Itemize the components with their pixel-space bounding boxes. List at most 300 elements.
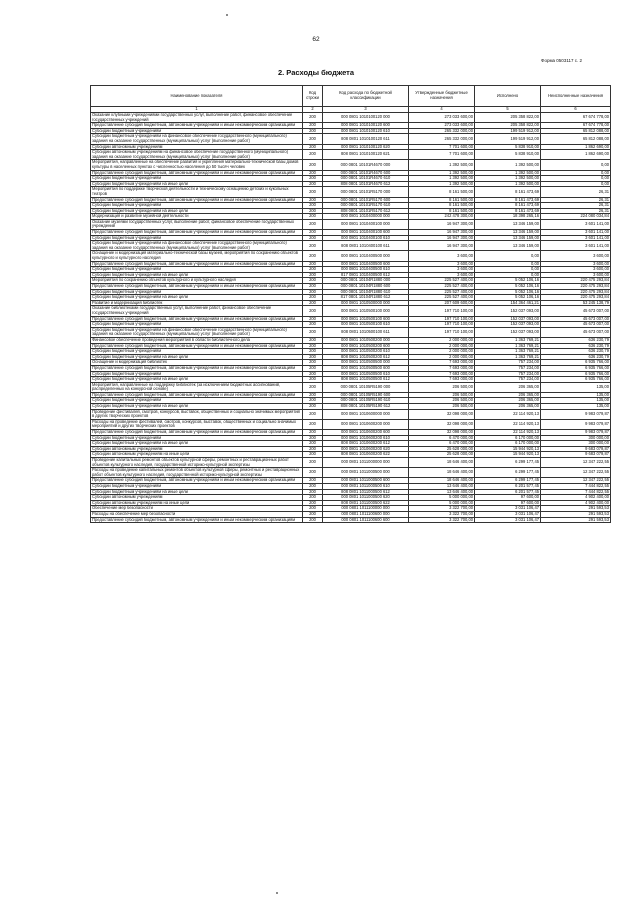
row-code: 200 [303, 446, 323, 452]
row-classification: 808 0801 1010500500 612 [323, 377, 409, 383]
row-executed: 5 052 106,16 [475, 289, 541, 295]
row-code: 200 [303, 371, 323, 377]
row-classification: 817 0801 10104R1880 612 [323, 295, 409, 301]
row-code: 200 [303, 316, 323, 322]
row-approved: 1 392 500,00 [409, 160, 475, 170]
table-row [91, 219, 611, 229]
table-row [91, 489, 611, 495]
row-unexecuted: 65 812 088,00 [541, 128, 611, 134]
row-classification: 000 0801 10104R1880 600 [323, 284, 409, 290]
row-unexecuted: 9 683 079,87 [541, 446, 611, 452]
row-code: 200 [303, 483, 323, 489]
row-unexecuted: 12 347 222,55 [541, 458, 611, 468]
row-executed: 0,00 [475, 272, 541, 278]
row-unexecuted: 3 600,00 [541, 267, 611, 273]
table-row [91, 272, 611, 278]
row-name: Расходы на обеспечение мер безопасности [91, 511, 303, 517]
row-executed: 152 037 093,00 [475, 306, 541, 316]
row-name: Субсидии автономным учреждениям на иные цели [91, 452, 303, 458]
row-code: 200 [303, 495, 323, 501]
scan-speck [276, 892, 278, 894]
table-row [91, 134, 611, 144]
row-unexecuted: 4 902 400,00 [541, 495, 611, 501]
row-executed: 1 392 500,00 [475, 160, 541, 170]
row-unexecuted: 0,00 [541, 176, 611, 182]
row-name: Субсидии бюджетным учреждениям [91, 483, 303, 489]
row-name: Субсидии бюджетным учреждениям на финансовое обеспечение государственного (муниципального) задания на оказание государственных (муниципальных) услуг (выполнение работ) [91, 241, 303, 251]
row-approved: 7 701 600,00 [409, 144, 475, 150]
row-approved: 225 527 400,00 [409, 289, 475, 295]
row-code: 200 [303, 113, 323, 123]
row-classification: 000 0801 10105R5190 000 [323, 382, 409, 392]
row-classification: 000 0801 1011000500 600 [323, 478, 409, 484]
row-classification: 000 0801 10101R5170 600 [323, 197, 409, 203]
row-name: Оказание музеями государственных услуг, выполнение работ, финансовое обеспечение государственных учреждений [91, 219, 303, 229]
row-code: 200 [303, 435, 323, 441]
row-name: Субсидии бюджетным учреждениям [91, 398, 303, 404]
table-row [91, 187, 611, 197]
row-executed: 6 201 577,45 [475, 489, 541, 495]
row-classification: 000 0801 10105R5190 610 [323, 398, 409, 404]
row-unexecuted: 636 230,79 [541, 349, 611, 355]
row-approved: 8 161 500,00 [409, 197, 475, 203]
form-code: Форма 0503117 с. 2 [541, 58, 582, 63]
table-row [91, 478, 611, 484]
row-classification: 000 0801 10101R5170 000 [323, 187, 409, 197]
row-code: 200 [303, 295, 323, 301]
row-classification: 000 0801 10101R4670 600 [323, 170, 409, 176]
row-code: 200 [303, 489, 323, 495]
row-unexecuted: 6 935 766,00 [541, 360, 611, 366]
row-approved: 3 322 700,00 [409, 506, 475, 512]
row-name: Развитие и модернизация библиотек [91, 300, 303, 306]
row-classification: 000 0801 10101R4670 610 [323, 176, 409, 182]
row-unexecuted: 3 601 141,00 [541, 219, 611, 229]
row-classification: 000 0801 1010500200 600 [323, 343, 409, 349]
table-row [91, 123, 611, 129]
row-code: 200 [303, 382, 323, 392]
row-name: Субсидии бюджетным учреждениям на иные цели [91, 489, 303, 495]
row-unexecuted: 636 230,79 [541, 343, 611, 349]
row-unexecuted: 6 935 766,00 [541, 365, 611, 371]
row-approved: 242 478 300,00 [409, 214, 475, 220]
table-row [91, 452, 611, 458]
row-unexecuted: 26,31 [541, 203, 611, 209]
row-executed: 199 519 912,00 [475, 134, 541, 144]
row-classification: 000 0801 1010100120 000 [323, 113, 409, 123]
row-executed: 5 052 106,16 [475, 278, 541, 284]
table-row [91, 365, 611, 371]
page-number: 62 [312, 36, 320, 43]
row-approved: 273 033 600,00 [409, 113, 475, 123]
row-executed: 13 346 159,00 [475, 219, 541, 229]
row-code: 200 [303, 251, 323, 261]
row-executed: 1 392 500,00 [475, 176, 541, 182]
row-approved: 1 392 500,00 [409, 181, 475, 187]
row-name: Субсидии бюджетным учреждениям на иные цели [91, 404, 303, 410]
row-code: 200 [303, 128, 323, 134]
row-name: Субсидии автономным учреждениям [91, 495, 303, 501]
row-name: Мероприятия по поддержке творческой деятельности и техническому оснащению детских и кукольных театров [91, 187, 303, 197]
row-executed: 8 161 473,69 [475, 197, 541, 203]
row-executed: 6 201 577,45 [475, 483, 541, 489]
row-approved: 8 161 500,00 [409, 203, 475, 209]
row-unexecuted: 6 935 766,00 [541, 371, 611, 377]
row-unexecuted: 4 902 400,00 [541, 500, 611, 506]
column-number: 5 [475, 107, 541, 113]
row-approved: 273 033 600,00 [409, 123, 475, 129]
row-name: Финансовое обеспечение проведения мероприятий в области библиотечного дела [91, 337, 303, 343]
row-classification: 000 0801 1010400500 600 [323, 261, 409, 267]
row-unexecuted: 0,00 [541, 160, 611, 170]
row-executed: 152 037 093,00 [475, 316, 541, 322]
table-row [91, 261, 611, 267]
row-classification: 000 0801 1010100120 610 [323, 128, 409, 134]
row-approved: 8 161 500,00 [409, 187, 475, 197]
row-code: 200 [303, 458, 323, 468]
scan-speck [226, 14, 228, 16]
row-classification: 000 0801 1010400500 000 [323, 251, 409, 261]
row-approved: 32 098 000,00 [409, 419, 475, 429]
row-unexecuted: 45 673 007,00 [541, 316, 611, 322]
row-code: 200 [303, 272, 323, 278]
table-row [91, 468, 611, 478]
row-code: 200 [303, 230, 323, 236]
row-name: Субсидии бюджетным учреждениям на иные цели [91, 441, 303, 447]
row-executed: 97 600,00 [475, 500, 541, 506]
row-name: Субсидии бюджетным учреждениям [91, 267, 303, 273]
row-executed: 1 363 769,21 [475, 354, 541, 360]
table-row [91, 170, 611, 176]
row-unexecuted: 7 444 822,55 [541, 489, 611, 495]
row-approved: 6 470 000,00 [409, 441, 475, 447]
row-executed: 1 392 500,00 [475, 181, 541, 187]
row-unexecuted: 1 862 690,00 [541, 150, 611, 160]
column-number: 4 [409, 107, 475, 113]
row-name: Субсидии бюджетным учреждениям на иные цели [91, 377, 303, 383]
row-classification: 000 0801 1011100000 000 [323, 506, 409, 512]
row-unexecuted: 135,00 [541, 392, 611, 398]
row-classification: 000 0801 1010400100 000 [323, 219, 409, 229]
table-row [91, 458, 611, 468]
column-header-unexecuted: Неисполненные назначения [541, 86, 611, 107]
row-approved: 32 098 000,00 [409, 430, 475, 436]
row-approved: 197 710 100,00 [409, 327, 475, 337]
column-number: 6 [541, 107, 611, 113]
row-classification: 000 0801 10104R1880 000 [323, 278, 409, 284]
row-classification: 817 0801 1010400500 612 [323, 272, 409, 278]
row-unexecuted: 220 475 293,84 [541, 278, 611, 284]
row-unexecuted: 300 000,00 [541, 441, 611, 447]
row-classification: 808 0801 10101R4670 612 [323, 181, 409, 187]
row-executed: 205 358 822,00 [475, 123, 541, 129]
row-approved: 206 500,00 [409, 404, 475, 410]
row-approved: 18 646 400,00 [409, 478, 475, 484]
row-name: Субсидии автономным учреждениям [91, 144, 303, 150]
row-code: 200 [303, 452, 323, 458]
row-name: Оказание клубными учреждениями государственных услуг, выполнение работ, финансовое обеспечение государственных учреждений [91, 113, 303, 123]
row-approved: 16 947 300,00 [409, 241, 475, 251]
row-unexecuted: 3 600,00 [541, 272, 611, 278]
row-unexecuted: 1 862 690,00 [541, 144, 611, 150]
row-classification: 000 0801 1011000500 610 [323, 483, 409, 489]
row-name: Предоставление субсидий бюджетным, автономным учреждениям и иным некоммерческим организациям [91, 316, 303, 322]
row-classification: 808 0801 1010100120 611 [323, 134, 409, 144]
row-executed: 6 170 000,00 [475, 441, 541, 447]
row-name: Проведение фестивалей, смотров, конкурсов, выставок, общественных и социально значимых мероприятий в других творческих проектов [91, 409, 303, 419]
row-approved: 206 500,00 [409, 398, 475, 404]
row-name: Мероприятия по сохранению объектов культурного и культурного наследия [91, 278, 303, 284]
row-classification: 000 0801 1010400500 610 [323, 267, 409, 273]
row-classification: 808 0801 1010400100 611 [323, 241, 409, 251]
row-code: 200 [303, 517, 323, 523]
row-approved: 3 322 700,00 [409, 517, 475, 523]
row-approved: 3 322 700,00 [409, 511, 475, 517]
row-classification: 808 0801 1011000500 612 [323, 489, 409, 495]
row-executed: 22 114 920,13 [475, 430, 541, 436]
section-title: 2. Расходы бюджета [277, 68, 355, 77]
row-executed: 206 365,00 [475, 398, 541, 404]
row-classification: 000 0801 1010600200 620 [323, 446, 409, 452]
row-approved: 7 693 000,00 [409, 365, 475, 371]
row-code: 200 [303, 134, 323, 144]
row-unexecuted: 135,00 [541, 404, 611, 410]
table-row [91, 377, 611, 383]
row-approved: 6 470 000,00 [409, 435, 475, 441]
row-approved: 5 000 000,00 [409, 495, 475, 501]
row-unexecuted: 220 475 293,84 [541, 295, 611, 301]
row-classification: 000 0801 1011000500 620 [323, 495, 409, 501]
row-name: Субсидии бюджетным учреждениям [91, 203, 303, 209]
row-classification: 808 0801 1011000500 622 [323, 500, 409, 506]
row-unexecuted: 26,31 [541, 197, 611, 203]
column-header-code: Код строки [303, 86, 323, 107]
row-code: 200 [303, 170, 323, 176]
table-row [91, 441, 611, 447]
row-name: Субсидии бюджетным учреждениям на иные цели [91, 181, 303, 187]
table-row [91, 208, 611, 214]
row-unexecuted: 26,31 [541, 208, 611, 214]
row-name: Субсидии бюджетным учреждениям [91, 235, 303, 241]
table-row [91, 517, 611, 523]
row-classification: 808 0801 1010600200 612 [323, 441, 409, 447]
row-unexecuted: 45 673 007,00 [541, 327, 611, 337]
row-code: 200 [303, 241, 323, 251]
row-executed: 757 234,00 [475, 371, 541, 377]
row-classification: 000 0801 1010500100 600 [323, 316, 409, 322]
row-executed: 3 031 106,47 [475, 511, 541, 517]
row-name: Субсидии бюджетным учреждениям на финансовое обеспечение государственного (муниципального) задания на оказание государственных (муниципальных) услуг (выполнение работ) [91, 134, 303, 144]
row-unexecuted: 3 601 141,00 [541, 241, 611, 251]
row-code: 200 [303, 214, 323, 220]
column-number: 3 [323, 107, 409, 113]
row-classification: 000 0801 1010500200 610 [323, 349, 409, 355]
row-executed: 206 365,00 [475, 392, 541, 398]
row-code: 200 [303, 181, 323, 187]
row-executed: 8 161 473,69 [475, 203, 541, 209]
row-code: 200 [303, 430, 323, 436]
table-row [91, 160, 611, 170]
row-executed: 8 161 473,69 [475, 208, 541, 214]
row-unexecuted: 135,00 [541, 398, 611, 404]
row-classification: 000 0801 1011100600 600 [323, 517, 409, 523]
row-executed: 8 161 473,69 [475, 187, 541, 197]
table-row [91, 214, 611, 220]
row-executed: 5 838 910,00 [475, 150, 541, 160]
row-code: 200 [303, 478, 323, 484]
row-classification: 000 0801 1010400100 610 [323, 235, 409, 241]
row-code: 200 [303, 208, 323, 214]
row-approved: 18 646 400,00 [409, 468, 475, 478]
row-name: Субсидии бюджетным учреждениям на иные цели [91, 354, 303, 360]
row-name: Субсидии бюджетным учреждениям на иные цели [91, 208, 303, 214]
row-name: Мероприятия, направленные на обеспечение развития и укрепления материально-технической базы домов культуры в населенных пунктах с численностью населения до 50 тысяч человек [91, 160, 303, 170]
row-approved: 2 000 000,00 [409, 349, 475, 355]
table-row [91, 150, 611, 160]
table-row [91, 343, 611, 349]
table-row [91, 251, 611, 261]
row-classification: 000 0801 1010500500 600 [323, 365, 409, 371]
row-name: Предоставление субсидий бюджетным, автономным учреждениям и иным некоммерческим организациям [91, 197, 303, 203]
row-approved: 7 701 600,00 [409, 150, 475, 160]
row-code: 200 [303, 392, 323, 398]
row-unexecuted: 3 601 141,00 [541, 235, 611, 241]
row-name: Предоставление субсидий бюджетным, автономным учреждениям и иным некоммерческим организациям [91, 517, 303, 523]
row-classification: 808 0801 10105R5190 612 [323, 404, 409, 410]
row-executed: 22 114 920,13 [475, 409, 541, 419]
row-code: 200 [303, 187, 323, 197]
row-unexecuted: 26,31 [541, 187, 611, 197]
row-approved: 5 000 000,00 [409, 500, 475, 506]
row-unexecuted: 135,00 [541, 382, 611, 392]
row-executed: 13 346 159,00 [475, 235, 541, 241]
row-approved: 206 500,00 [409, 392, 475, 398]
row-code: 200 [303, 337, 323, 343]
row-code: 200 [303, 322, 323, 328]
table-row [91, 241, 611, 251]
table-row [91, 295, 611, 301]
row-classification: 000 0801 1010500500 000 [323, 360, 409, 366]
row-approved: 25 628 000,00 [409, 446, 475, 452]
row-executed: 22 114 920,13 [475, 419, 541, 429]
row-name: Субсидии бюджетным учреждениям [91, 371, 303, 377]
row-classification: 000 0801 1010600200 610 [323, 435, 409, 441]
table-row [91, 430, 611, 436]
row-executed: 757 234,00 [475, 365, 541, 371]
row-code: 200 [303, 176, 323, 182]
row-code: 200 [303, 150, 323, 160]
row-executed: 18 398 265,16 [475, 214, 541, 220]
row-name: Расходы на проведение фестивалей, смотров, конкурсов, выставок, общественных и социально значимых мероприятий и других творческих проектов [91, 419, 303, 429]
row-code: 200 [303, 197, 323, 203]
row-unexecuted: 636 230,79 [541, 337, 611, 343]
row-executed: 6 170 000,00 [475, 435, 541, 441]
row-approved: 225 527 400,00 [409, 295, 475, 301]
row-classification: 000 0801 1011000000 000 [323, 458, 409, 468]
row-unexecuted: 67 674 778,00 [541, 123, 611, 129]
row-executed: 5 838 910,00 [475, 144, 541, 150]
row-unexecuted: 300 000,00 [541, 435, 611, 441]
row-classification: 808 0801 1010500100 611 [323, 327, 409, 337]
row-executed: 6 299 177,45 [475, 478, 541, 484]
row-classification: 000 0801 10101R5170 610 [323, 203, 409, 209]
row-approved: 7 693 000,00 [409, 377, 475, 383]
row-approved: 7 693 000,00 [409, 371, 475, 377]
table-row [91, 419, 611, 429]
row-name: Проведение капитальных ремонтов объектов культурной сферы, ремонтных и реставрационных работ объектов культурного наследия, государственной историко-культурной экспертизы [91, 458, 303, 468]
row-executed: 199 519 912,00 [475, 128, 541, 134]
row-unexecuted: 53 245 138,79 [541, 300, 611, 306]
row-code: 200 [303, 377, 323, 383]
row-executed: 1 363 769,21 [475, 343, 541, 349]
row-executed: 206 365,00 [475, 404, 541, 410]
row-code: 200 [303, 441, 323, 447]
table-row [91, 197, 611, 203]
row-classification: 808 0801 1010600200 622 [323, 452, 409, 458]
row-unexecuted: 220 475 293,84 [541, 284, 611, 290]
row-unexecuted: 224 080 034,84 [541, 214, 611, 220]
row-name: Предоставление субсидий бюджетным, автономным учреждениям и иным некоммерческим организациям [91, 343, 303, 349]
row-classification: 000 0801 1010100120 620 [323, 144, 409, 150]
row-code: 200 [303, 354, 323, 360]
table-row [91, 278, 611, 284]
row-classification: 000 0801 1010500500 610 [323, 371, 409, 377]
row-approved: 207 609 600,00 [409, 300, 475, 306]
row-unexecuted: 291 593,53 [541, 511, 611, 517]
row-code: 200 [303, 203, 323, 209]
column-header-classification: Код расхода по бюджетной классификации [323, 86, 409, 107]
row-name: Субсидии бюджетным учреждениям [91, 289, 303, 295]
row-name: Обеспечение мер безопасности [91, 506, 303, 512]
row-executed: 757 234,00 [475, 360, 541, 366]
row-unexecuted: 220 475 293,84 [541, 289, 611, 295]
row-approved: 16 947 300,00 [409, 235, 475, 241]
table-row [91, 327, 611, 337]
row-approved: 265 332 000,00 [409, 134, 475, 144]
row-approved: 2 000 000,00 [409, 343, 475, 349]
row-executed: 97 600,00 [475, 495, 541, 501]
row-name: Субсидии автономным учреждениям [91, 446, 303, 452]
row-classification: 000 0801 1010500100 000 [323, 306, 409, 316]
row-executed: 0,00 [475, 267, 541, 273]
row-code: 200 [303, 343, 323, 349]
row-unexecuted: 9 983 079,87 [541, 419, 611, 429]
row-code: 200 [303, 398, 323, 404]
row-approved: 7 693 000,00 [409, 360, 475, 366]
row-classification: 808 0801 1010500200 612 [323, 354, 409, 360]
row-classification: 000 0801 1010500200 000 [323, 337, 409, 343]
row-executed: 5 052 106,16 [475, 295, 541, 301]
table-row [91, 337, 611, 343]
row-approved: 13 646 400,00 [409, 489, 475, 495]
column-number: 1 [91, 107, 303, 113]
row-unexecuted: 6 935 766,00 [541, 377, 611, 383]
row-approved: 3 600,00 [409, 251, 475, 261]
row-code: 200 [303, 144, 323, 150]
row-unexecuted: 9 983 079,87 [541, 409, 611, 419]
row-name: Предоставление субсидий бюджетным, автономным учреждениям и иным некоммерческим организациям [91, 365, 303, 371]
row-name: Оказание библиотеками государственных услуг, выполнение работ, финансовое обеспечение государственных учреждений [91, 306, 303, 316]
header-row [91, 86, 611, 107]
row-code: 200 [303, 235, 323, 241]
row-classification: 000 0801 1010600200 600 [323, 430, 409, 436]
row-approved: 8 161 500,00 [409, 208, 475, 214]
row-classification: 000 0801 1010500000 000 [323, 300, 409, 306]
row-executed: 6 299 177,45 [475, 458, 541, 468]
row-classification: 000 0801 1010400100 600 [323, 230, 409, 236]
row-unexecuted: 65 812 088,00 [541, 134, 611, 144]
row-classification: 000 0801 1010100120 600 [323, 123, 409, 129]
